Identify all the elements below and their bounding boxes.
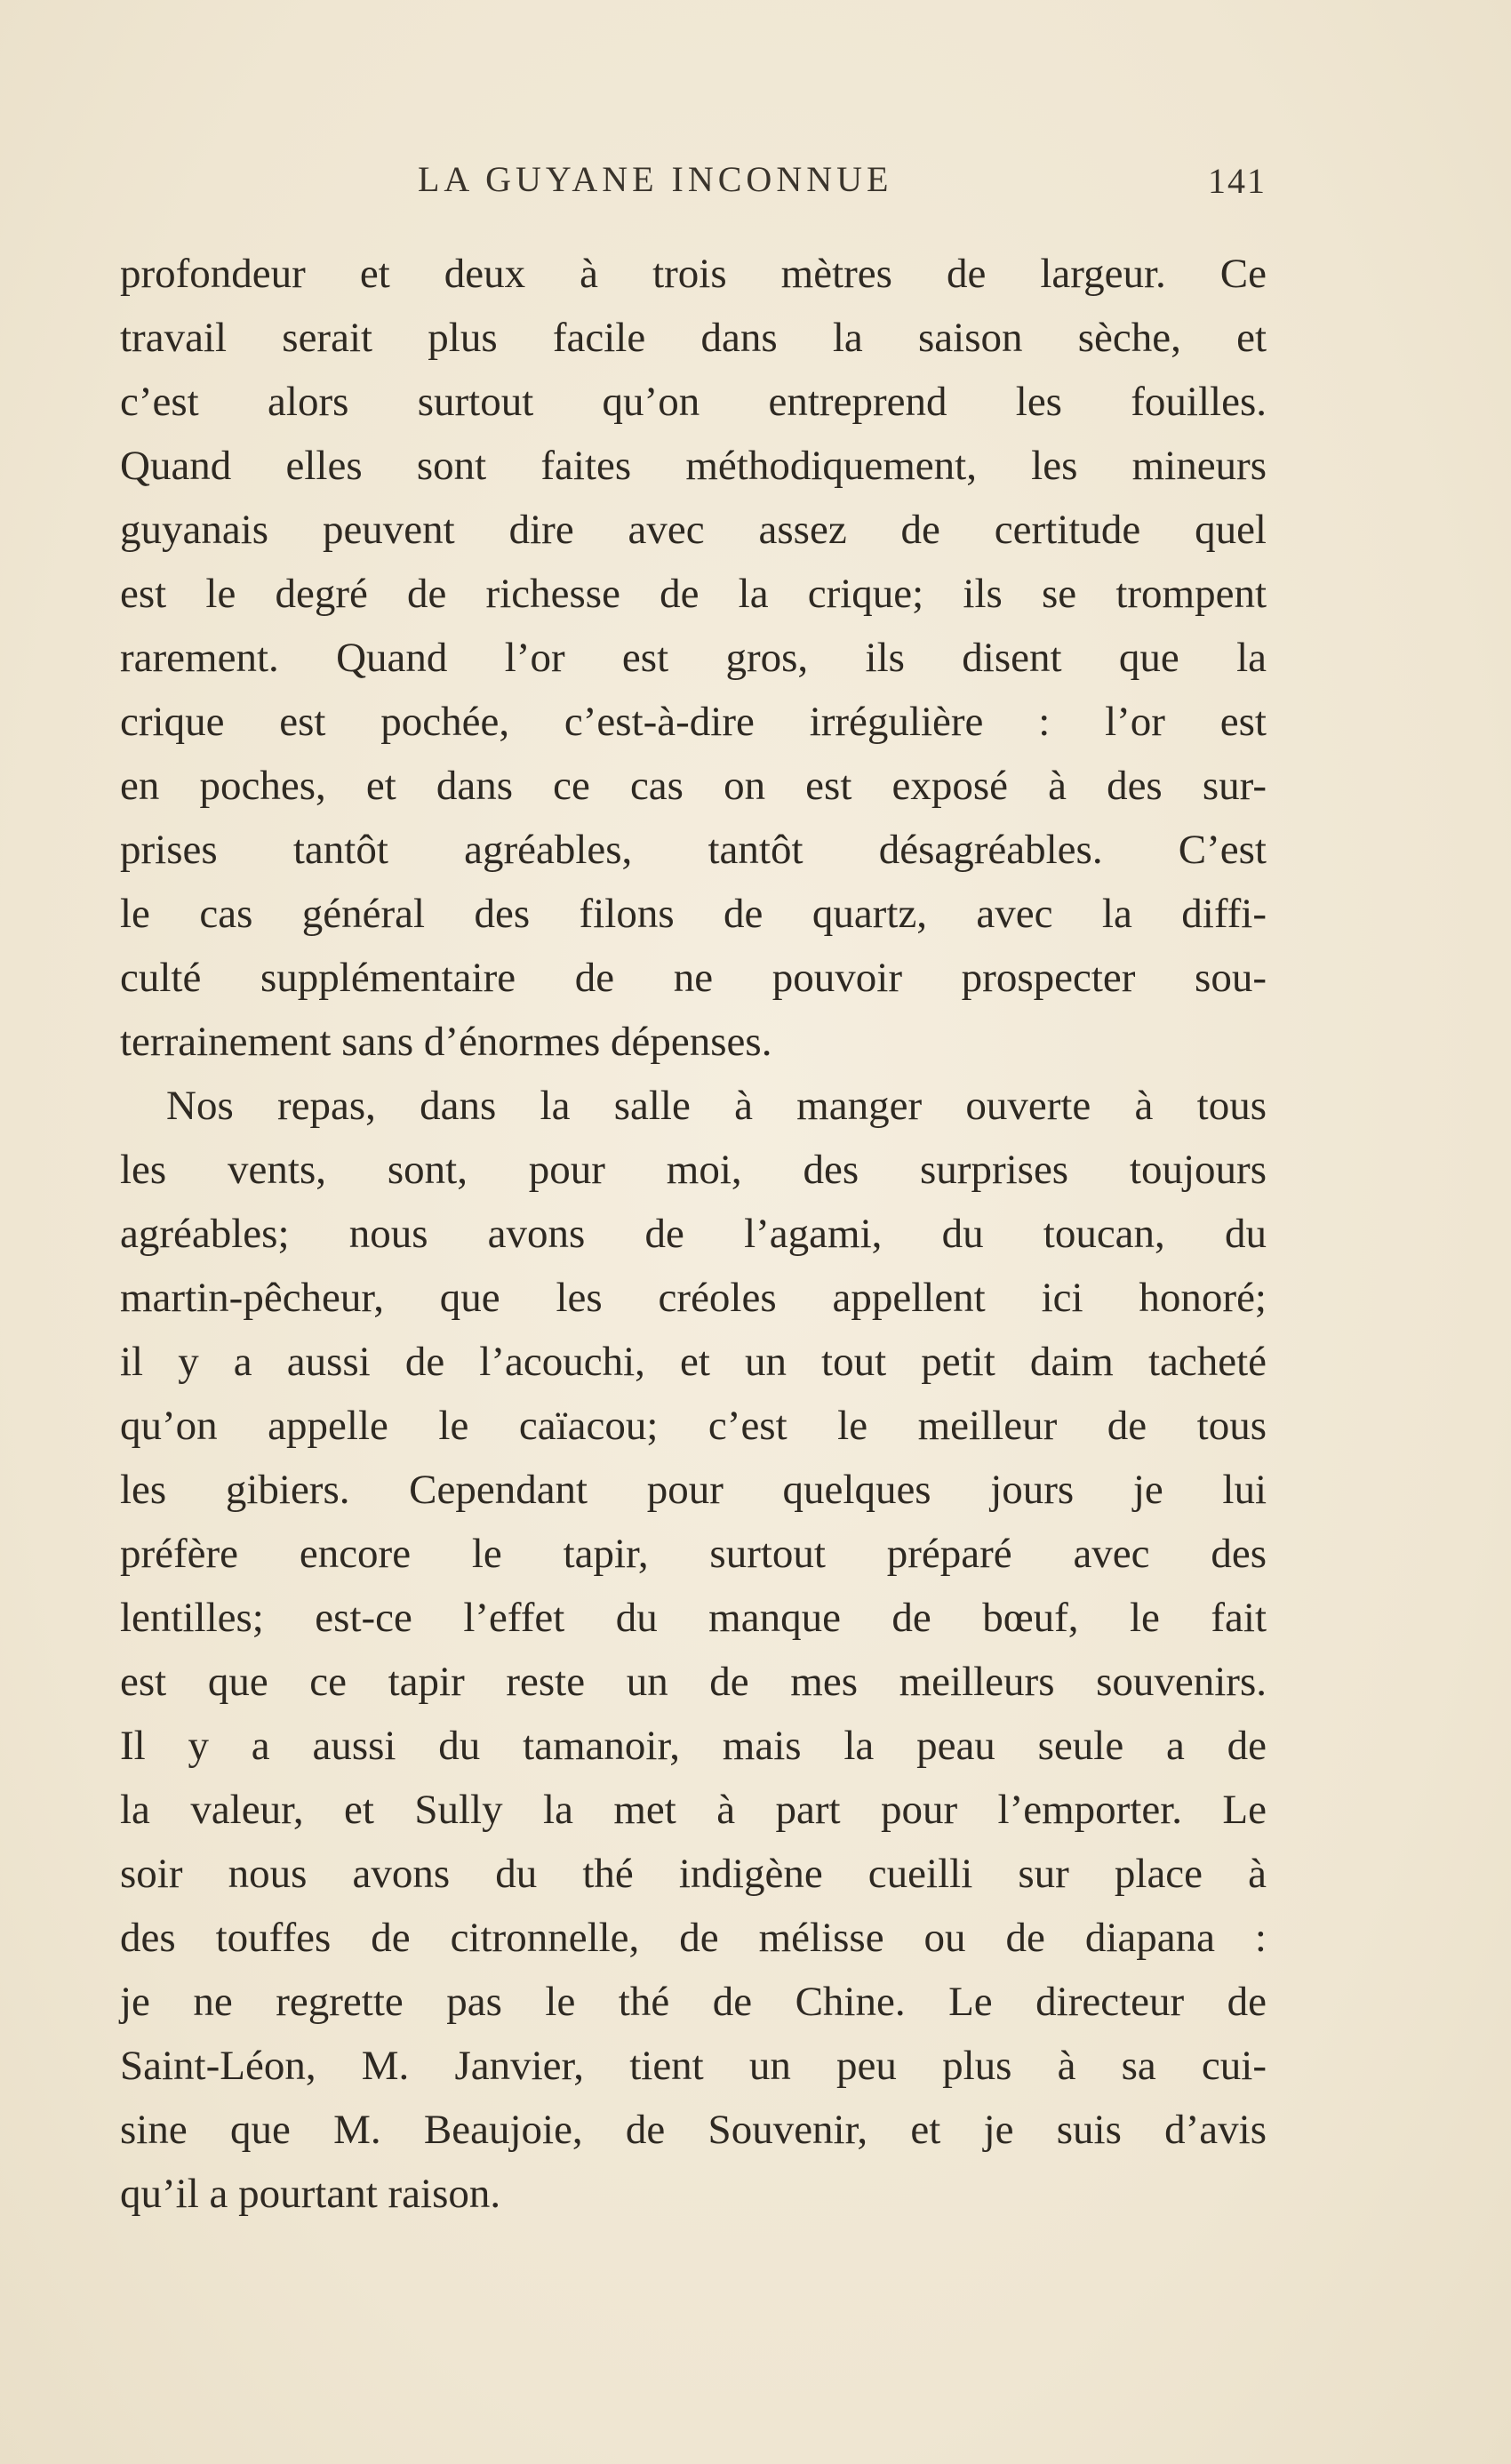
page-header — [120, 158, 1267, 212]
text-line: Il y a aussi du tamanoir, mais la peau seule a de — [120, 1723, 1267, 1769]
text-line: qu’on appelle le caïacou; c’est le meilleur de tous — [120, 1403, 1267, 1449]
running-title: LA GUYANE INCONNUE — [418, 159, 893, 199]
text-line: guyanais peuvent dire avec assez de certitude quel — [120, 507, 1267, 553]
text-line: les vents, sont, pour moi, des surprises toujours — [120, 1147, 1267, 1193]
text-line: Saint-Léon, M. Janvier, tient un peu plus à sa cui- — [120, 2043, 1267, 2089]
text-line: préfère encore le tapir, surtout préparé avec des — [120, 1531, 1267, 1577]
paragraph-end-line: terrainement sans d’énormes dépenses. — [120, 1019, 772, 1065]
text-line: rarement. Quand l’or est gros, ils disent que la — [120, 635, 1267, 681]
text-line: en poches, et dans ce cas on est exposé à des sur- — [120, 763, 1267, 809]
text-line: est le degré de richesse de la crique; ils se trompent — [120, 571, 1267, 617]
paragraph-start-line: Nos repas, dans la salle à manger ouverte à tous — [166, 1083, 1267, 1129]
page-number: 141 — [1208, 161, 1267, 201]
paragraph-end-line: qu’il a pourtant raison. — [120, 2171, 501, 2217]
text-body — [120, 242, 1267, 2226]
text-line: lentilles; est-ce l’effet du manque de bœuf, le fait — [120, 1595, 1267, 1641]
text-line: je ne regrette pas le thé de Chine. Le directeur de — [120, 1979, 1267, 2025]
text-line: sine que M. Beaujoie, de Souvenir, et je suis d’avis — [120, 2107, 1267, 2153]
text-line: des touffes de citronnelle, de mélisse ou de diapana : — [120, 1915, 1267, 1961]
text-line: Quand elles sont faites méthodiquement, les mineurs — [120, 443, 1267, 489]
text-line: les gibiers. Cependant pour quelques jours je lui — [120, 1467, 1267, 1513]
text-line: prises tantôt agréables, tantôt désagréables. C’est — [120, 827, 1267, 873]
text-line: c’est alors surtout qu’on entreprend les fouilles. — [120, 379, 1267, 425]
text-line: crique est pochée, c’est-à-dire irrégulière : l’or est — [120, 699, 1267, 745]
text-line: le cas général des filons de quartz, avec la diffi- — [120, 891, 1267, 937]
text-line: profondeur et deux à trois mètres de largeur. Ce — [120, 251, 1267, 297]
text-line: travail serait plus facile dans la saison sèche, et — [120, 315, 1267, 361]
text-line: il y a aussi de l’acouchi, et un tout petit daim tacheté — [120, 1339, 1267, 1385]
text-line: martin-pêcheur, que les créoles appellent ici honoré; — [120, 1275, 1267, 1321]
text-line: agréables; nous avons de l’agami, du toucan, du — [120, 1211, 1267, 1257]
text-line: est que ce tapir reste un de mes meilleurs souvenirs. — [120, 1659, 1267, 1705]
text-line: culté supplémentaire de ne pouvoir prospecter sou- — [120, 955, 1267, 1001]
text-line: la valeur, et Sully la met à part pour l’emporter. Le — [120, 1787, 1267, 1833]
text-line: soir nous avons du thé indigène cueilli sur place à — [120, 1851, 1267, 1897]
